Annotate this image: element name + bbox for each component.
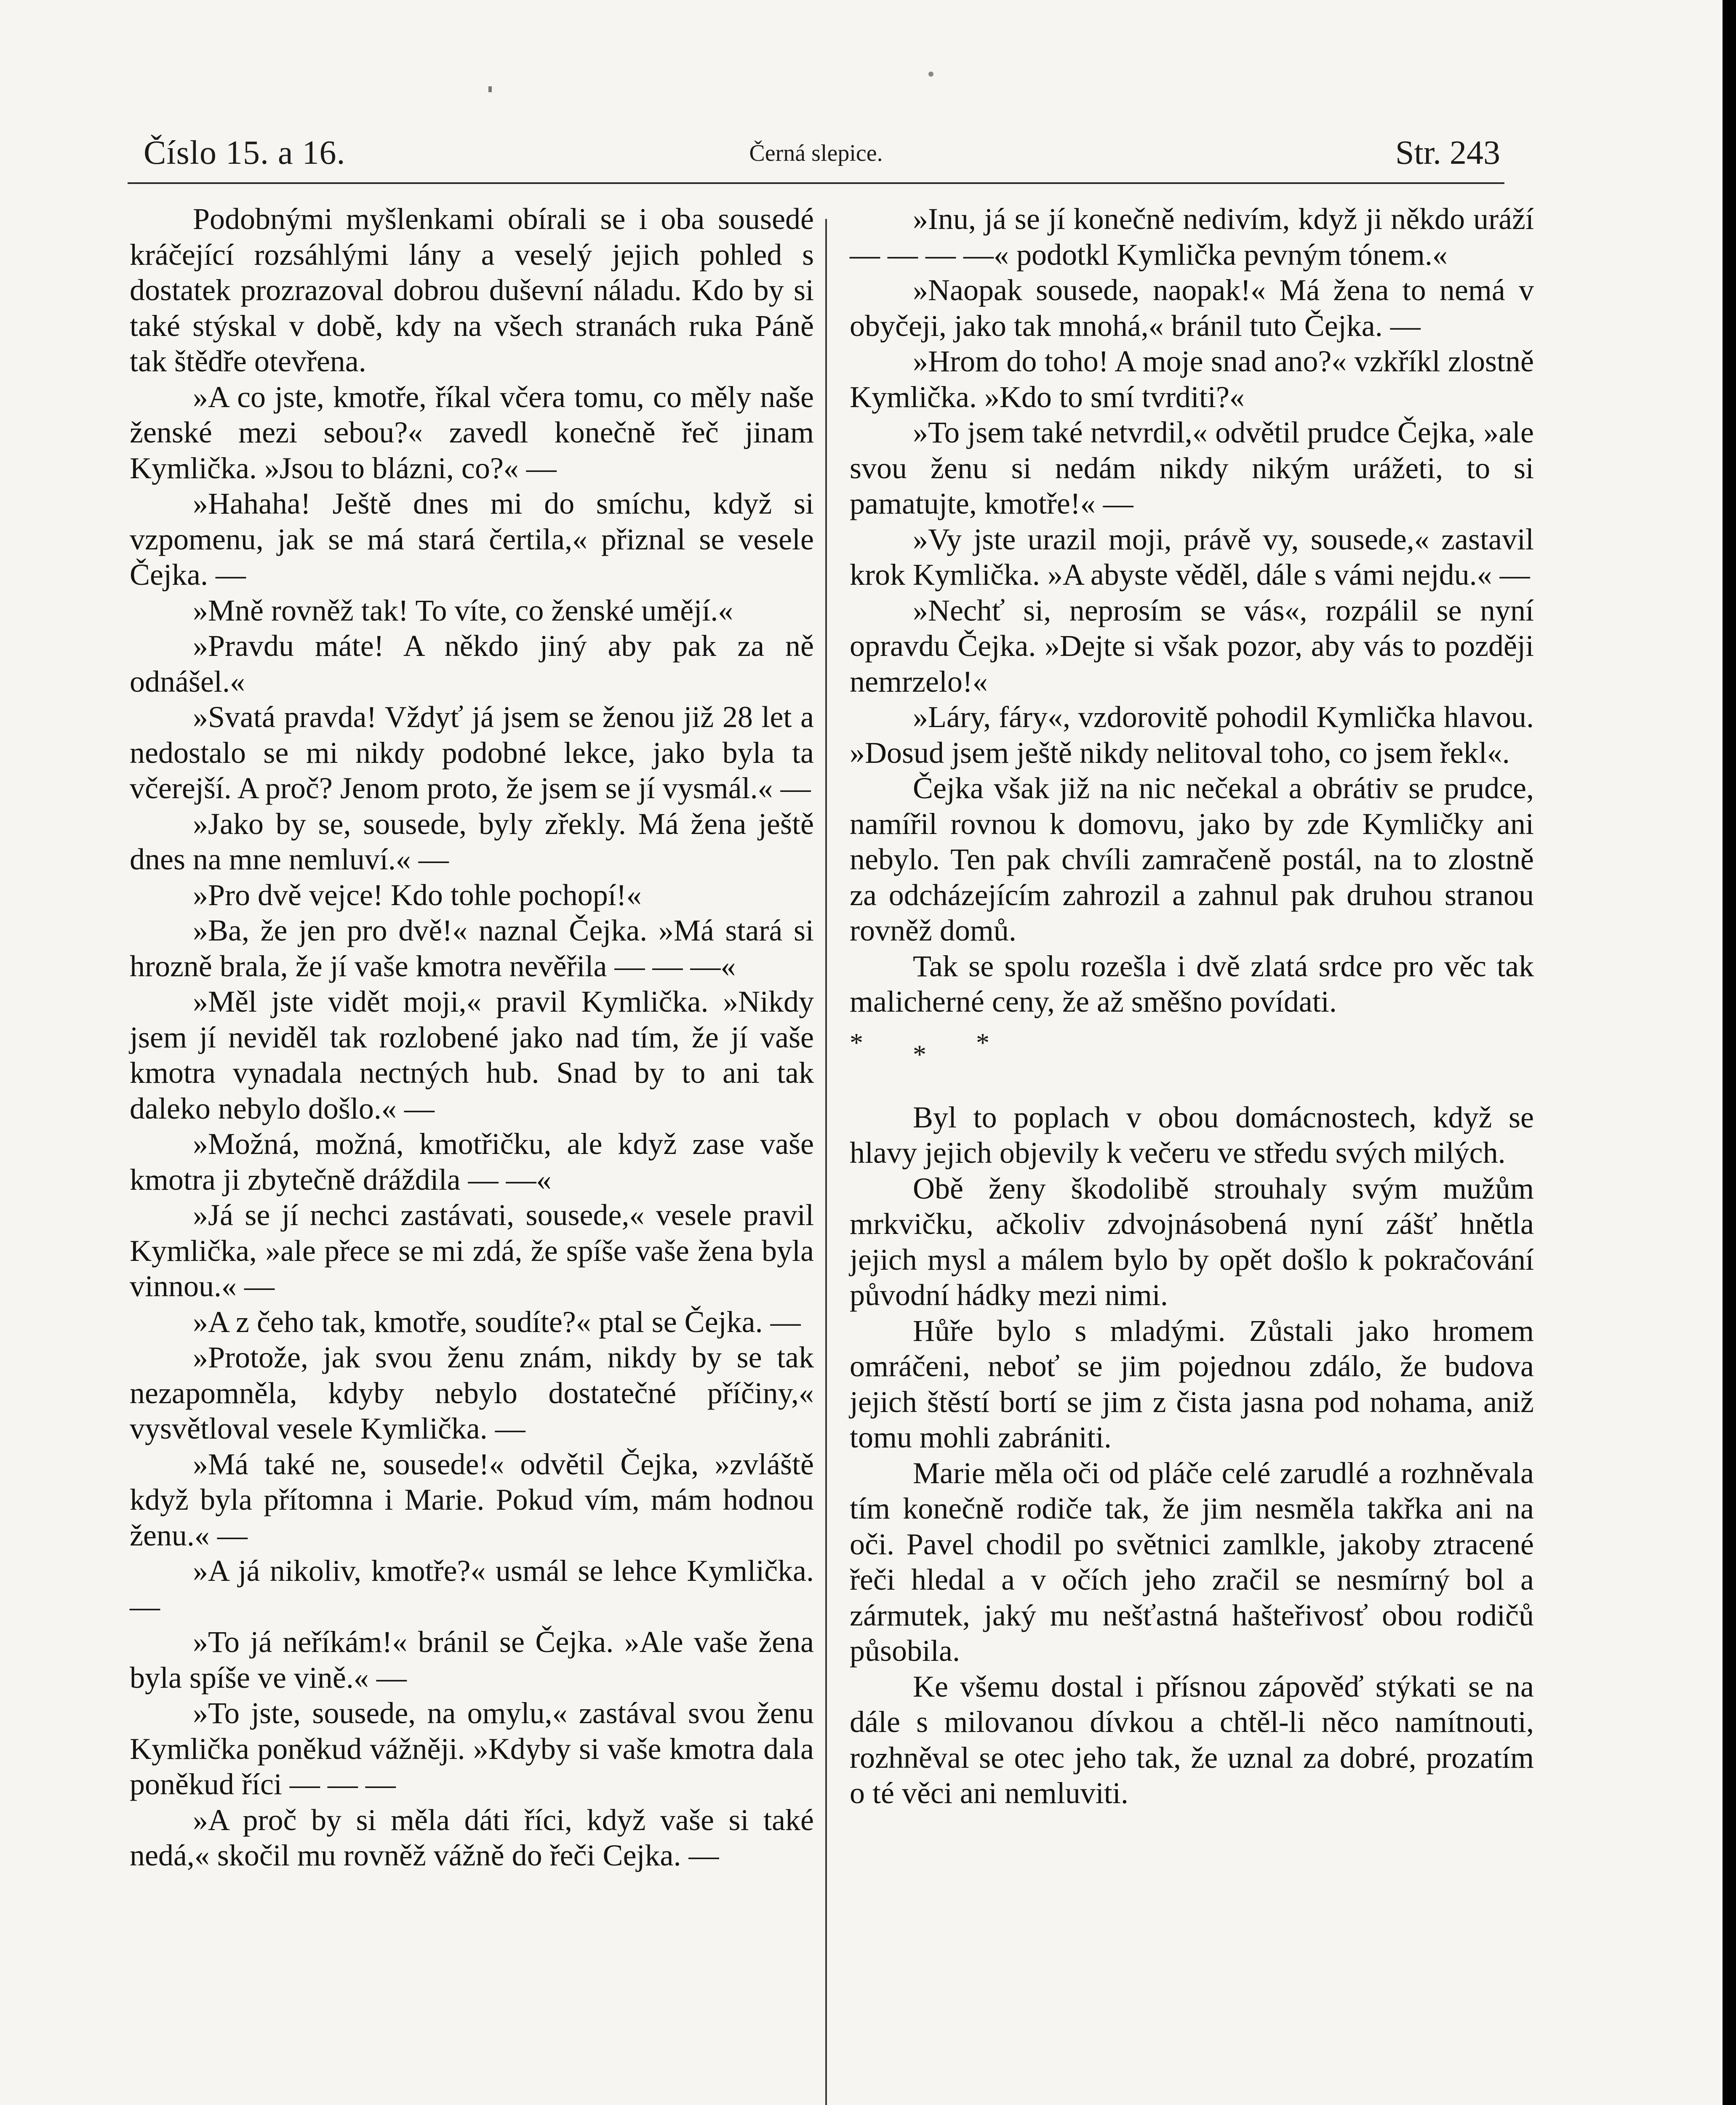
asterisk: * <box>976 1027 989 1058</box>
paragraph: »Měl jste vidět moji,« pravil Kymlička. »Nikdy jsem jí neviděl tak rozlobené jako nad tím, že jí vaše kmotra vynadala nectných hub. Snad by to ani tak daleko nebylo došlo.« — <box>130 985 814 1125</box>
paragraph: Byl to poplach v obou domácnostech, když se hlavy jejich objevily k večeru ve středu svých milých. <box>850 1100 1534 1170</box>
paragraph: »Nechť si, neprosím se vás«, rozpálil se nyní opravdu Čejka. »Dejte si však pozor, aby vás to později nemrzelo!« <box>850 593 1534 698</box>
paragraph: »Protože, jak svou ženu znám, nikdy by se tak nezapomněla, kdyby nebylo dostatečné příčiny,« vysvětloval vesele Kymlička. — <box>130 1340 814 1445</box>
story-title: Černá slepice. <box>749 140 883 166</box>
paragraph: »Ba, že jen pro dvě!« naznal Čejka. »Má stará si hrozně brala, že jí vaše kmotra nevěřila — — —« <box>130 914 814 983</box>
paragraph: Čejka však již na nic nečekal a obrátiv se prudce, namířil rovnou k domovu, jako by zde Kymličky ani nebylo. Ten pak chvíli zamračeně postál, na to zlostně za odcházejícím zahrozil a zahnul pak druhou stranou rovněž domů. <box>850 771 1534 947</box>
paragraph: »Já se jí nechci zastávati, sousede,« vesele pravil Kymlička, »ale přece se mi zdá, že spíše vaše žena byla vinnou.« — <box>130 1198 814 1303</box>
paragraph: »Hahaha! Ještě dnes mi do smíchu, když si vzpomenu, jak se má stará čertila,« přiznal se vesele Čejka. — <box>130 487 814 592</box>
paragraph: »A z čeho tak, kmotře, soudíte?« ptal se Čejka. — <box>193 1305 801 1339</box>
paragraph: »Naopak sousede, naopak!« Má žena to nemá v obyčeji, jako tak mnohá,« bránil tuto Čejka. — <box>850 273 1534 343</box>
section-separator <box>850 1024 1534 1069</box>
paragraph: Obě ženy škodolibě strouhaly svým mužům mrkvičku, ačkoliv zdvojnásobená nyní zášť hnětla jejich mysl a málem bylo by opět došlo k pokračování původní hádky mezi nimi. <box>850 1171 1534 1312</box>
speck <box>928 72 933 77</box>
paragraph: Hůře bylo s mladými. Zůstali jako hromem omráčeni, neboť se jim pojednou zdálo, že budova jejich štěstí bortí se jim z čista jasna pod nohama, aniž tomu mohli zabrániti. <box>850 1314 1534 1454</box>
column-rule <box>825 219 827 2105</box>
paragraph: »Hrom do toho! A moje snad ano?« vzkříkl zlostně Kymlička. »Kdo to smí tvrditi?« <box>850 344 1534 414</box>
paragraph: »Má také ne, sousede!« odvětil Čejka, »zvláště když byla přítomna i Marie. Pokud vím, mám hodnou ženu.« — <box>130 1447 814 1552</box>
paragraph: »A já nikoliv, kmotře?« usmál se lehce Kymlička. — <box>130 1554 814 1623</box>
paragraph: »To jste, sousede, na omylu,« zastával svou ženu Kymlička poněkud vážněji. »Kdyby si vaše kmotra dala poněkud říci — — — <box>130 1696 814 1801</box>
left-column <box>130 201 814 1873</box>
paragraph: »Inu, já se jí konečně nedivím, když ji někdo uráží — — — —« podotkl Kymlička pevným tónem.« <box>850 202 1534 272</box>
paragraph: »To já neříkám!« bránil se Čejka. »Ale vaše žena byla spíše ve vině.« — <box>130 1625 814 1695</box>
paragraph: »To jsem také netvrdil,« odvětil prudce Čejka, »ale svou ženu si nedám nikdy nikým urážeti, to si pamatujte, kmotře!« — <box>850 416 1534 520</box>
paragraph: »Pravdu máte! A někdo jiný aby pak za ně odnášel.« <box>130 629 814 698</box>
paragraph: Ke všemu dostal i přísnou zápověď stýkati se na dále s milovanou dívkou a chtěl-li něco namítnouti, rozhněval se otec jeho tak, že uznal za dobré, prozatím o té věci ani nemluviti. <box>850 1669 1534 1810</box>
paragraph: Marie měla oči od pláče celé zarudlé a rozhněvala tím konečně rodiče tak, že jim nesměla takřka ani na oči. Pavel chodil po světnici zamlkle, jakoby ztracené řeči hledal a v očích jeho zračil se nesmírný bol a zármutek, jaký mu nešťastná hašteřivosť obou rodičů působila. <box>850 1456 1534 1668</box>
paragraph: »A co jste, kmotře, říkal včera tomu, co měly naše ženské mezi sebou?« zavedl konečně řeč jinam Kymlička. »Jsou to blázni, co?« — <box>130 380 814 485</box>
paragraph: »Vy jste urazil moji, právě vy, sousede,« zastavil krok Kymlička. »A abyste věděl, dále s vámi nejdu.« — <box>850 522 1534 592</box>
paragraph: Podobnými myšlenkami obírali se i oba sousedé kráčející rozsáhlými lány a veselý jejich pohled s dostatek prozrazoval dobrou duševní náladu. Kdo by si také stýskal v době, kdy na všech stranách ruka Páně tak štědře otevřena. <box>130 202 814 378</box>
running-header <box>128 126 1504 177</box>
speck <box>488 86 492 92</box>
paragraph: »Možná, možná, kmotřičku, ale když zase vaše kmotra ji zbytečně dráždila — —« <box>130 1127 814 1196</box>
asterisk: * <box>913 1039 926 1069</box>
page-number: Str. 243 <box>1395 134 1500 171</box>
issue-number: Číslo 15. a 16. <box>144 134 346 171</box>
right-column <box>850 201 1534 1811</box>
paragraph: »Jako by se, sousede, byly zřekly. Má žena ještě dnes na mne nemluví.« — <box>130 807 814 876</box>
scan-border <box>1723 0 1736 2105</box>
paragraph: »A proč by si měla dáti říci, když vaše si také nedá,« skočil mu rovněž vážně do řeči Cejka. — <box>130 1803 814 1872</box>
asterisk: * <box>850 1027 863 1058</box>
paragraph: »Mně rovněž tak! To víte, co ženské umějí.« <box>193 593 733 627</box>
paragraph: Tak se spolu rozešla i dvě zlatá srdce pro věc tak malicherné ceny, že až směšno povídati. <box>850 949 1534 1018</box>
header-rule <box>128 182 1504 184</box>
paragraph: »Láry, fáry«, vzdorovitě pohodil Kymlička hlavou. »Dosud jsem ještě nikdy nelitoval toho, co jsem řekl«. <box>850 700 1534 770</box>
paragraph: »Pro dvě vejce! Kdo tohle pochopí!« <box>193 878 642 912</box>
paragraph: »Svatá pravda! Vždyť já jsem se ženou již 28 let a nedostalo se mi nikdy podobné lekce, jako byla ta včerejší. A proč? Jenom proto, že jsem se jí vysmál.« — <box>130 700 814 805</box>
